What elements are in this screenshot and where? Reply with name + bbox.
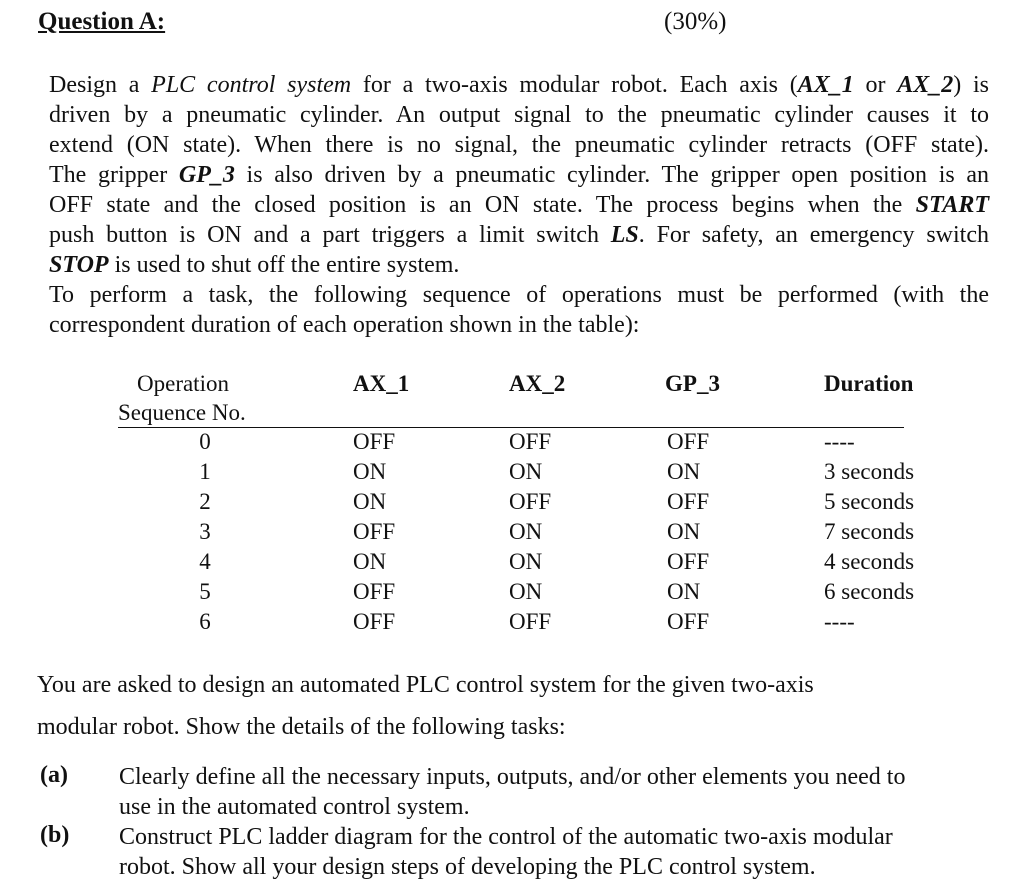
- cell-ax2: ON: [509, 459, 543, 484]
- intro-line-2: driven by a pneumatic cylinder. An output signal to the pneumatic cylinder causes it to: [49, 102, 989, 128]
- cell-seq: 3: [199, 519, 211, 544]
- intro-line-8: To perform a task, the following sequence of operations must be performed (with the: [49, 282, 989, 308]
- header-duration: Duration: [824, 371, 914, 396]
- item-b-line-1: Construct PLC ladder diagram for the control of the automatic two-axis modular: [119, 824, 893, 850]
- cell-duration: 7 seconds: [824, 519, 915, 544]
- cell-gp3: OFF: [667, 429, 710, 454]
- intro-paragraph: [49, 70, 989, 340]
- cell-gp3: ON: [667, 519, 701, 544]
- intro-line-1: Design a PLC control system for a two-axis modular robot. Each axis (AX_1 or AX_2) is: [49, 72, 990, 98]
- question-title: Question A:: [38, 8, 166, 35]
- task-line-1: You are asked to design an automated PLC control system for the given two-axis: [37, 672, 814, 698]
- header-operation: Operation: [137, 371, 229, 396]
- item-b-line-2: robot. Show all your design steps of developing the PLC control system.: [119, 854, 816, 880]
- item-a-line-1: Clearly define all the necessary inputs, outputs, and/or other elements you need to: [119, 764, 906, 790]
- cell-gp3: OFF: [667, 609, 710, 634]
- cell-seq: 4: [199, 549, 211, 574]
- cell-ax1: ON: [353, 549, 387, 574]
- cell-seq: 0: [199, 429, 211, 454]
- item-b-text: [119, 822, 979, 882]
- cell-duration: 3 seconds: [824, 459, 915, 484]
- intro-line-3: extend (ON state). When there is no signal, the pneumatic cylinder retracts (OFF state).: [49, 132, 989, 158]
- cell-ax2: OFF: [509, 609, 552, 634]
- cell-seq: 2: [199, 489, 211, 514]
- cell-ax2: OFF: [509, 429, 552, 454]
- intro-line-9: correspondent duration of each operation shown in the table):: [49, 312, 640, 338]
- cell-seq: 6: [199, 609, 211, 634]
- cell-gp3: OFF: [667, 489, 710, 514]
- table-header-rule: [118, 427, 904, 428]
- cell-gp3: OFF: [667, 549, 710, 574]
- cell-ax2: OFF: [509, 489, 552, 514]
- item-a-label: (a): [40, 762, 68, 788]
- item-a-text: [119, 762, 979, 822]
- cell-duration: ----: [824, 609, 855, 634]
- cell-duration: 6 seconds: [824, 579, 915, 604]
- cell-ax2: ON: [509, 579, 543, 604]
- cell-gp3: ON: [667, 459, 701, 484]
- cell-duration: 4 seconds: [824, 549, 915, 574]
- intro-line-5: OFF state and the closed position is an ON state. The process begins when the START: [49, 192, 989, 218]
- cell-ax1: ON: [353, 459, 387, 484]
- header-gp3: GP_3: [665, 371, 720, 396]
- cell-seq: 1: [199, 459, 211, 484]
- cell-ax2: ON: [509, 549, 543, 574]
- cell-duration: 5 seconds: [824, 489, 915, 514]
- intro-line-7: STOP is used to shut off the entire system.: [49, 252, 460, 278]
- header-ax1: AX_1: [353, 371, 410, 396]
- cell-ax1: OFF: [353, 429, 396, 454]
- cell-ax1: OFF: [353, 579, 396, 604]
- cell-ax1: OFF: [353, 609, 396, 634]
- item-b-label: (b): [40, 822, 70, 848]
- cell-duration: ----: [824, 429, 855, 454]
- question-weight: (30%): [664, 8, 727, 35]
- cell-seq: 5: [199, 579, 211, 604]
- header-ax2: AX_2: [509, 371, 566, 396]
- item-a-line-2: use in the automated control system.: [119, 794, 470, 820]
- cell-ax1: OFF: [353, 519, 396, 544]
- intro-line-6: push button is ON and a part triggers a limit switch LS. For safety, an emergency switch: [49, 222, 990, 248]
- header-sequence: Sequence No.: [118, 400, 246, 425]
- cell-ax2: ON: [509, 519, 543, 544]
- task-line-2: modular robot. Show the details of the following tasks:: [37, 714, 566, 740]
- cell-gp3: ON: [667, 579, 701, 604]
- intro-line-4: The gripper GP_3 is also driven by a pneumatic cylinder. The gripper open position is an: [49, 162, 989, 188]
- cell-ax1: ON: [353, 489, 387, 514]
